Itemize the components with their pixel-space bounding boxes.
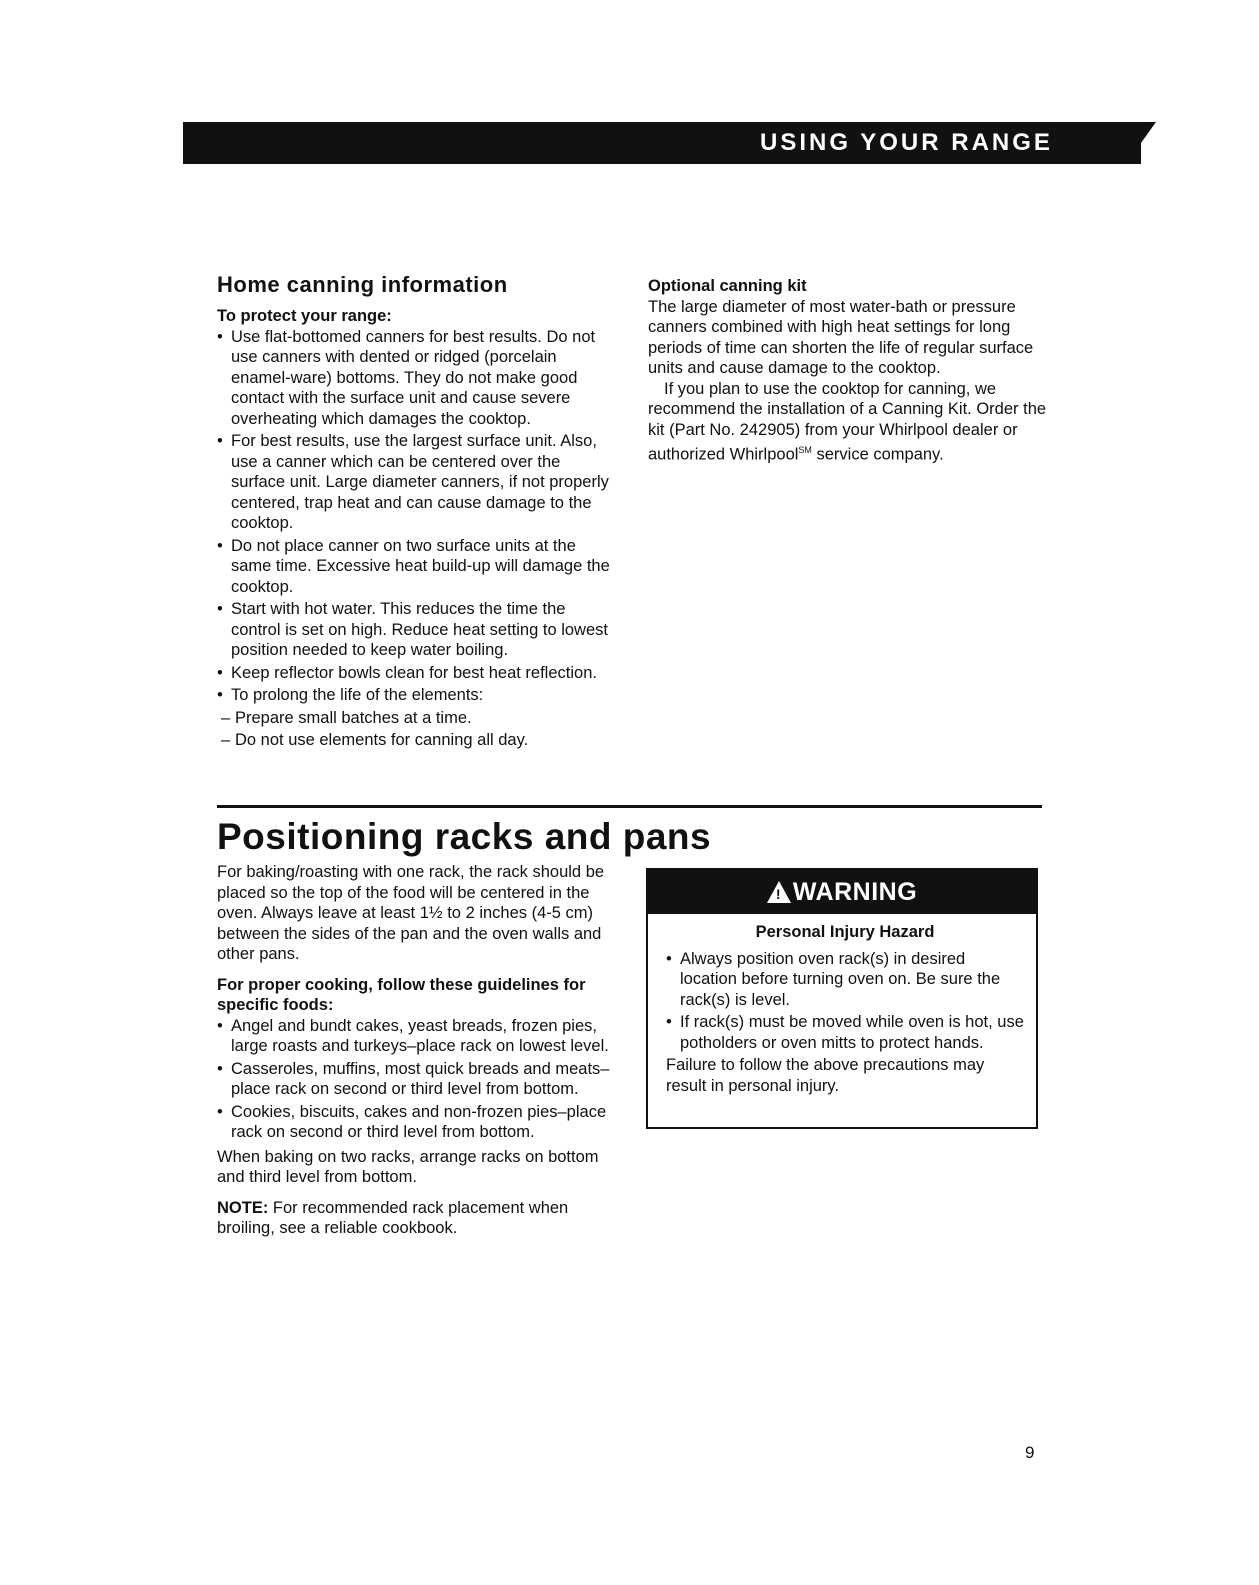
canning-subhead: To protect your range: (217, 307, 392, 325)
kit-paragraph-2-end: service company. (811, 445, 944, 464)
canning-bullet-list (217, 327, 617, 706)
list-item: • Angel and bundt cakes, yeast breads, frozen pies, large roasts and turkeys–place rack on lowest level. (217, 1016, 617, 1057)
canning-title: Home canning information (217, 272, 508, 297)
list-item: – Prepare small batches at a time. (221, 708, 617, 729)
warning-box (646, 868, 1038, 1129)
service-mark: SM (798, 445, 812, 455)
list-item: • Use flat-bottomed canners for best results. Do not use canners with dented or ridged (porcelain enamel-ware) bottoms. They do not make good contact with the surface unit and cause severe overheating which damages the cooktop. (217, 327, 617, 430)
racks-subhead: For proper cooking, follow these guidelines for specific foods: (217, 975, 586, 1014)
kit-paragraph-2 (648, 379, 1048, 466)
note-paragraph (217, 1198, 617, 1239)
header-bar-notch (1126, 122, 1156, 164)
warning-footer: Failure to follow the above precautions may result in personal injury. (666, 1056, 985, 1095)
list-item: • Do not place canner on two surface units at the same time. Excessive heat build-up will damage the cooktop. (217, 536, 617, 598)
list-item: • For best results, use the largest surface unit. Also, use a canner which can be centered over the surface unit. Large diameter canners, if not properly centered, trap heat and can cause damage to the cooktop. (217, 431, 617, 534)
list-item: • Start with hot water. This reduces the time the control is set on high. Reduce heat setting to lowest position needed to keep water boiling. (217, 599, 617, 661)
list-item: • To prolong the life of the elements: (217, 685, 617, 706)
section-divider (217, 805, 1042, 808)
warning-bullet-list (666, 949, 1024, 1054)
list-item: • Casseroles, muffins, most quick breads and meats–place rack on second or third level from bottom. (217, 1059, 617, 1100)
kit-section (648, 276, 1048, 465)
warning-heading: WARNING (792, 877, 918, 906)
two-racks-text: When baking on two racks, arrange racks on bottom and third level from bottom. (217, 1147, 599, 1186)
list-item: • Cookies, biscuits, cakes and non-frozen pies–place rack on second or third level from bottom. (217, 1102, 617, 1143)
racks-section (217, 862, 617, 1239)
racks-title: Positioning racks and pans (217, 816, 712, 857)
warning-header (648, 870, 1036, 914)
page-number: 9 (1025, 1443, 1035, 1462)
racks-bullet-list (217, 1016, 617, 1143)
list-item: – Do not use elements for canning all day. (221, 730, 617, 751)
racks-intro: For baking/roasting with one rack, the rack should be placed so the top of the food will be centered in the oven. Always leave at least 1½ to 2 inches (4-5 cm) between the sides of the pan and the oven walls and other pans. (217, 863, 605, 963)
warning-subhead: Personal Injury Hazard (755, 923, 935, 941)
kit-paragraph-2-text: If you plan to use the cooktop for canning, we recommend the installation of a Canning Kit. Order the kit (Part No. 242905) from your Whirlpool dealer or authorized Whirlpool (648, 379, 1047, 464)
warning-triangle-icon: ! (767, 881, 791, 903)
section-title: USING YOUR RANGE (760, 129, 1053, 156)
note-label: NOTE: (217, 1198, 269, 1217)
warning-body (648, 914, 1036, 1096)
note-text: For recommended rack placement when broiling, see a reliable cookbook. (217, 1198, 569, 1237)
kit-paragraph-1: The large diameter of most water-bath or pressure canners combined with high heat settings for long periods of time can shorten the life of regular surface units and cause damage to the cooktop. (648, 297, 1034, 377)
kit-title: Optional canning kit (648, 277, 807, 295)
canning-section (217, 268, 617, 753)
list-item: • Keep reflector bowls clean for best heat reflection. (217, 663, 617, 684)
list-item: • Always position oven rack(s) in desired location before turning oven on. Be sure the rack(s) is level. (666, 949, 1024, 1011)
canning-dash-list (217, 708, 617, 751)
list-item: • If rack(s) must be moved while oven is hot, use potholders or oven mitts to protect hands. (666, 1012, 1024, 1053)
